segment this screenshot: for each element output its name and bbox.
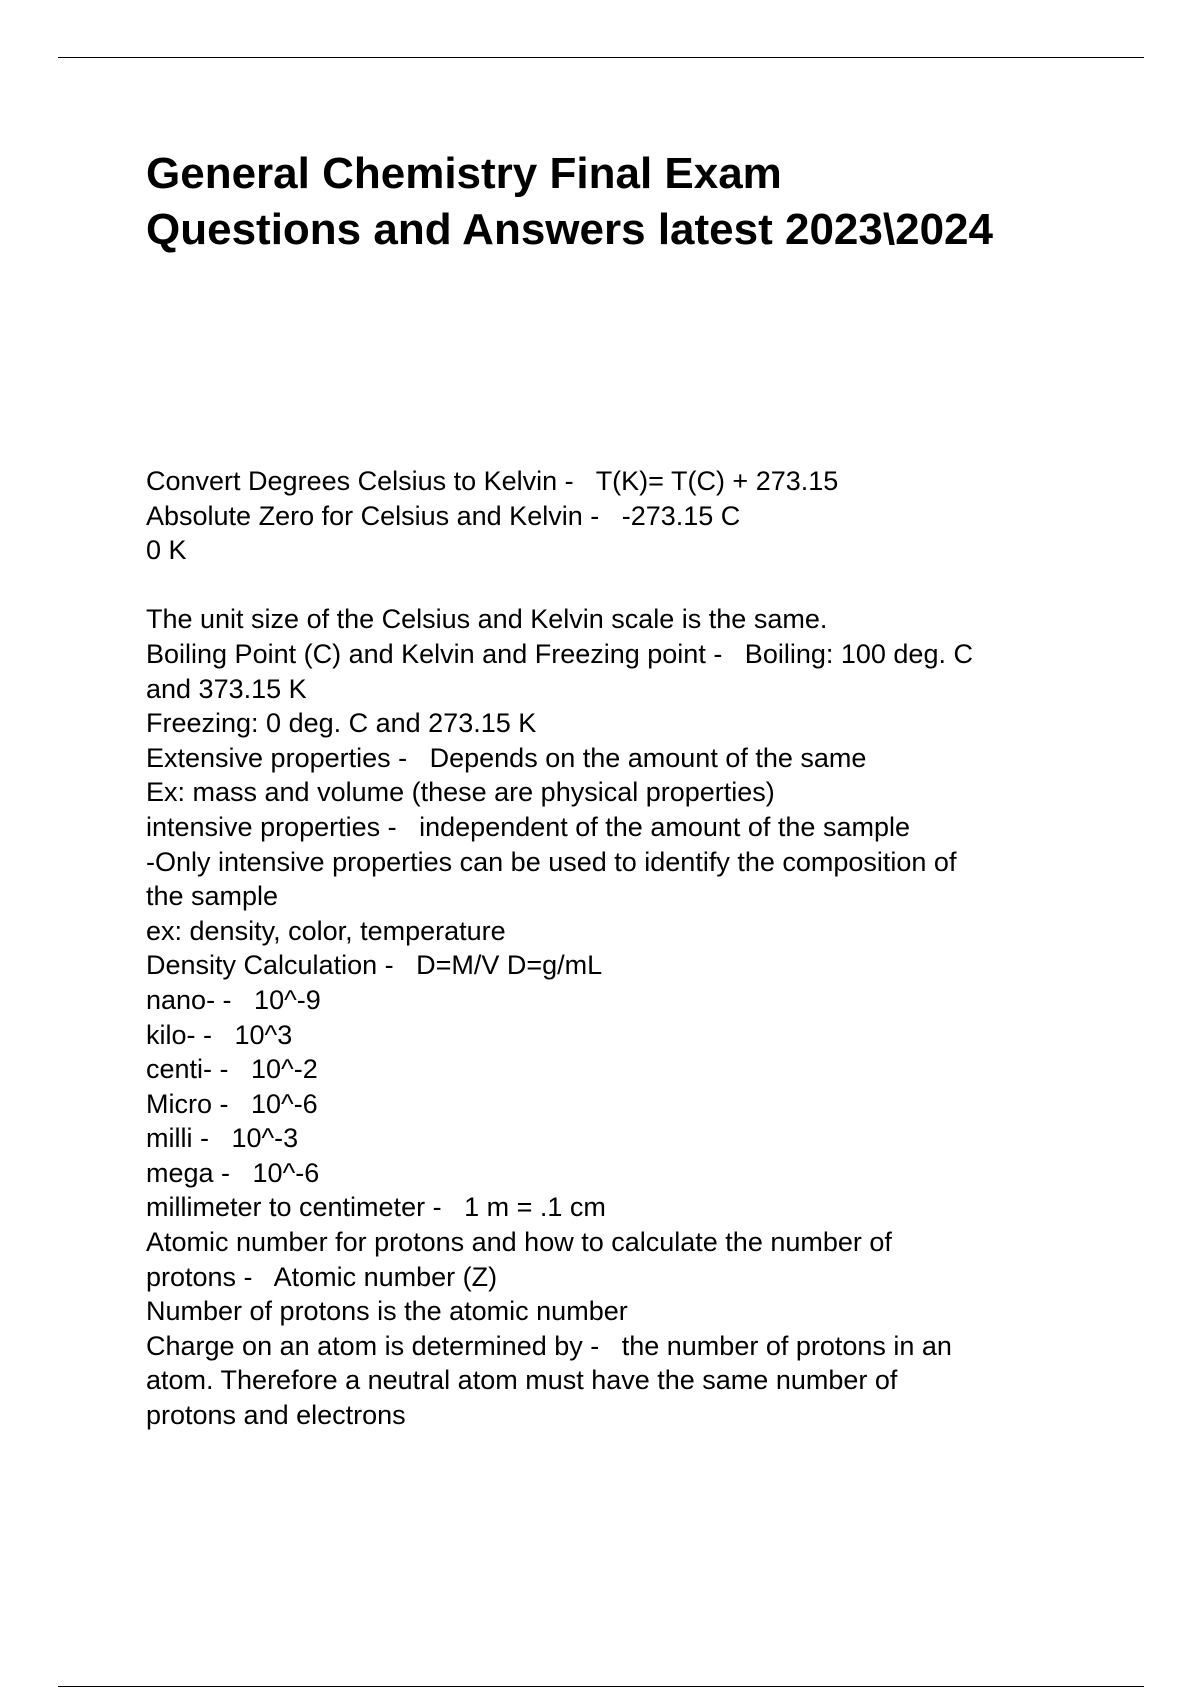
document-title — [146, 146, 1126, 258]
body-line: Number of protons is the atomic number — [146, 1296, 628, 1327]
body-line: Charge on an atom is determined by - the number of protons in an — [146, 1330, 952, 1361]
body-line: protons - Atomic number (Z) — [146, 1261, 498, 1292]
body-line: Extensive properties - Depends on the amount of the same — [146, 742, 867, 773]
body-line: the sample — [146, 881, 279, 912]
body-line: Ex: mass and volume (these are physical properties) — [146, 777, 775, 808]
document-body — [146, 464, 1106, 1433]
body-line: atom. Therefore a neutral atom must have the same number of — [146, 1365, 898, 1396]
body-line: Micro - 10^-6 — [146, 1088, 318, 1119]
body-line: Density Calculation - D=M/V D=g/mL — [146, 950, 603, 981]
blank-line — [146, 568, 1106, 603]
body-line: mega - 10^-6 — [146, 1157, 320, 1188]
body-line: -Only intensive properties can be used to identify the composition of — [146, 846, 957, 877]
body-line: millimeter to centimeter - 1 m = .1 cm — [146, 1192, 606, 1223]
body-line: The unit size of the Celsius and Kelvin scale is the same. — [146, 604, 828, 635]
body-line: centi- - 10^-2 — [146, 1054, 318, 1085]
body-line: intensive properties - independent of the amount of the sample — [146, 811, 910, 842]
title-line-2: Questions and Answers latest 2023\2024 — [146, 205, 993, 254]
body-line: 0 K — [146, 535, 187, 566]
body-line: Boiling Point (C) and Kelvin and Freezing point - Boiling: 100 deg. C — [146, 638, 973, 669]
body-line: nano- - 10^-9 — [146, 984, 321, 1015]
bottom-rule — [58, 1686, 1144, 1687]
body-line: Freezing: 0 deg. C and 273.15 K — [146, 708, 537, 739]
top-rule — [58, 57, 1144, 58]
body-line: Absolute Zero for Celsius and Kelvin - -273.15 C — [146, 500, 741, 531]
body-line: Convert Degrees Celsius to Kelvin - T(K)= T(C) + 273.15 — [146, 466, 839, 496]
body-line: milli - 10^-3 — [146, 1123, 299, 1154]
body-line: kilo- - 10^3 — [146, 1019, 293, 1050]
body-line: Atomic number for protons and how to calculate the number of — [146, 1227, 892, 1258]
body-line: protons and electrons — [146, 1400, 406, 1431]
body-line: and 373.15 K — [146, 673, 307, 704]
body-line: ex: density, color, temperature — [146, 915, 506, 946]
title-line-1: General Chemistry Final Exam — [146, 149, 782, 198]
